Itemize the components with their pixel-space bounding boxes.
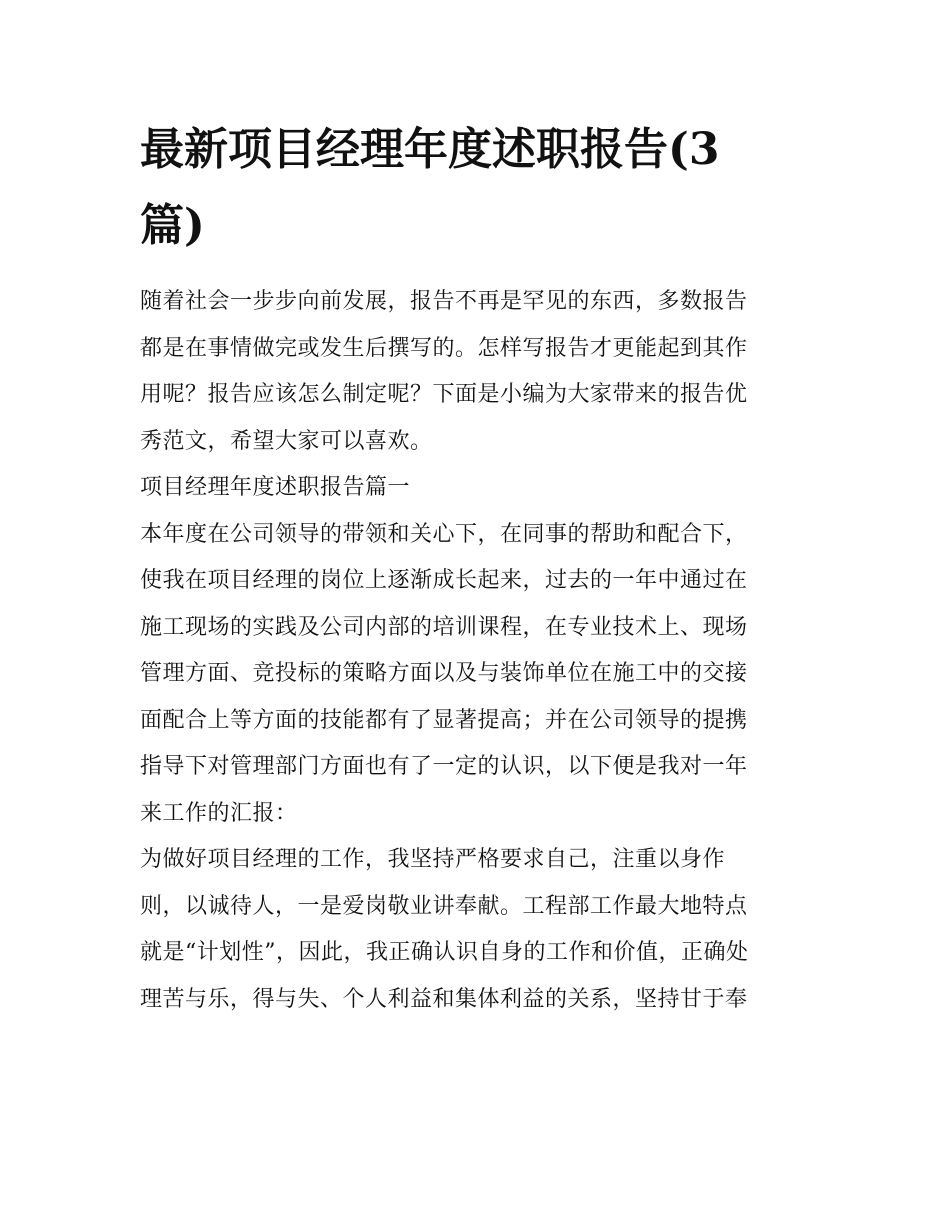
paragraph-line: 来工作的汇报： — [140, 800, 298, 826]
title-line-1: 最新项目经理年度述职报告(3 — [140, 124, 720, 175]
document-body — [140, 279, 820, 1023]
paragraph-line: 使我在项目经理的岗位上逐渐成长起来，过去的一年中通过在 — [140, 568, 748, 593]
intro-paragraph-line: 秀范文，希望大家可以喜欢。 — [140, 428, 433, 454]
intro-paragraph-line: 随着社会一步步向前发展，报告不再是罕见的东西，多数报告 — [140, 289, 748, 314]
section-heading: 项目经理年度述职报告篇一 — [140, 475, 411, 500]
intro-paragraph-line: 用呢？报告应该怎么制定呢？下面是小编为大家带来的报告优 — [140, 382, 748, 407]
title-line-2: 篇) — [140, 200, 205, 251]
paragraph-line: 指导下对管理部门方面也有了一定的认识，以下便是我对一年 — [140, 754, 748, 779]
paragraph-line: 则，以诚待人，一是爱岗敬业讲奉献。工程部工作最大地特点 — [140, 893, 748, 919]
paragraph-line: 本年度在公司领导的带领和关心下，在同事的帮助和配合下， — [140, 521, 748, 547]
paragraph-line: 为做好项目经理的工作，我坚持严格要求自己，注重以身作 — [140, 847, 726, 872]
paragraph-line: 就是“计划性”，因此，我正确认识自身的工作和价值，正确处 — [140, 940, 749, 965]
paragraph-line: 施工现场的实践及公司内部的培训课程，在专业技术上、现场 — [140, 614, 748, 640]
document-title — [140, 112, 820, 264]
paragraph-line: 面配合上等方面的技能都有了显著提高；并在公司领导的提携 — [140, 707, 748, 733]
paragraph-line: 管理方面、竞投标的策略方面以及与装饰单位在施工中的交接 — [140, 661, 748, 686]
paragraph-line: 理苦与乐，得与失、个人利益和集体利益的关系，坚持甘于奉 — [140, 986, 748, 1012]
intro-paragraph-line: 都是在事情做完或发生后撰写的。怎样写报告才更能起到其作 — [140, 335, 748, 361]
